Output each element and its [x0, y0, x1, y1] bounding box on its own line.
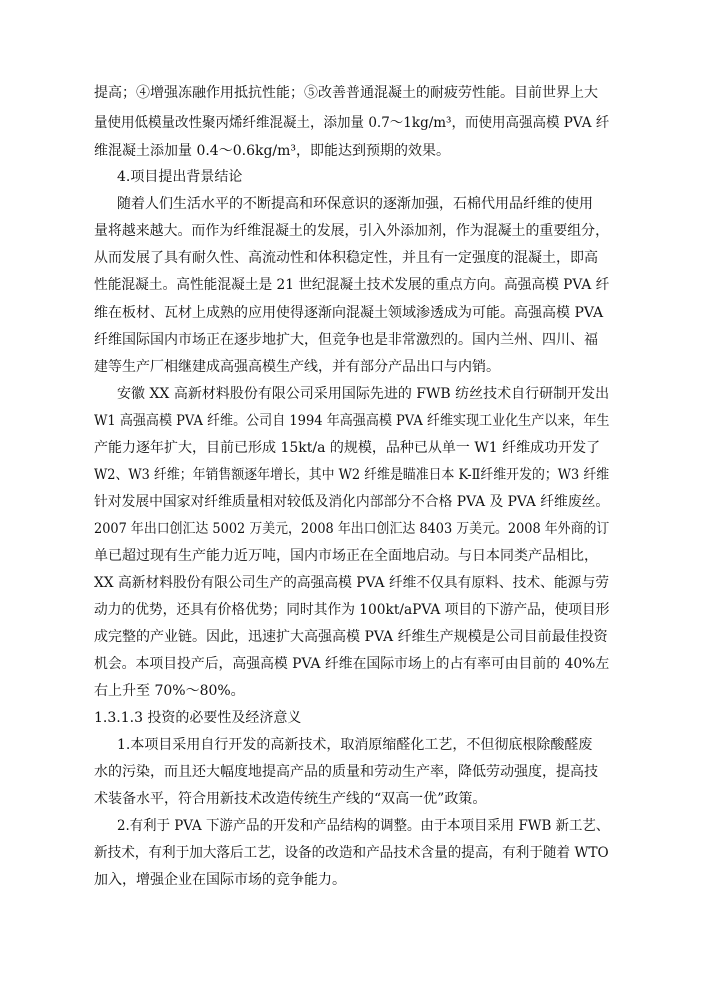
paragraph-line: W2、W3 纤维；年销售额逐年增长，其中 W2 纤维是瞄准日本 K-Ⅱ纤维开发的；W3 纤维: [94, 467, 610, 483]
paragraph-line: XX 高新材料股份有限公司生产的高强高模 PVA 纤维不仅具有原料、技术、能源与劳: [94, 575, 609, 591]
paragraph-line: 产能力逐年扩大，目前已形成 15kt/a 的规模，品种已从单一 W1 纤维成功开发了: [94, 440, 601, 456]
paragraph-line: 安徽 XX 高新材料股份有限公司采用国际先进的 FWB 纺丝技术自行研制开发出: [117, 386, 610, 402]
paragraph-line: 术装备水平，符合用新技术改造传统生产线的“双高一优”政策。: [94, 791, 487, 807]
paragraph-line: 2007 年出口创汇达 5002 万美元，2008 年出口创汇达 8403 万美元。2008 年外商的订: [94, 521, 610, 537]
paragraph-line: 提高；④增强冻融作用抵抗性能；⑤改善普通混凝土的耐疲劳性能。目前世界上大: [94, 85, 598, 101]
paragraph-line: 水的污染，而且还大幅度地提高产品的质量和劳动生产率，降低劳动强度，提高技: [94, 764, 598, 780]
paragraph-line: 纤维国际国内市场正在逐步地扩大，但竞争也是非常激烈的。国内兰州、四川、福: [94, 332, 598, 348]
paragraph-line: 性能混凝土。高性能混凝土是 21 世纪混凝土技术发展的重点方向。高强高模 PVA 纤: [94, 277, 610, 293]
paragraph-line: 加入，增强企业在国际市场的竞争能力。: [94, 872, 346, 888]
paragraph-line: 右上升至 70%～80%。: [94, 683, 245, 699]
paragraph-line: 新技术，有利于加大落后工艺，设备的改造和产品技术含量的提高，有利于随着 WTO: [94, 845, 609, 861]
section-heading: 1.3.1.3 投资的必要性及经济意义: [94, 710, 302, 726]
paragraph-line: 量使用低模量改性聚丙烯纤维混凝土，添加量 0.7～1kg/m³，而使用高强高模 PVA 纤: [94, 115, 610, 131]
paragraph-line: 维在板材、瓦材上成熟的应用使得逐渐向混凝土领域渗透成为可能。高强高模 PVA: [94, 305, 604, 321]
section-subheading: 4.项目提出背景结论: [117, 169, 243, 185]
paragraph-line: W1 高强高模 PVA 纤维。公司自 1994 年高强高模 PVA 纤维实现工业化生产以来，年生: [94, 413, 610, 429]
paragraph-line: 针对发展中国家对纤维质量相对较低及消化内部部分不合格 PVA 及 PVA 纤维废丝。: [94, 494, 610, 510]
paragraph-line: 量将越来越大。而作为纤维混凝土的发展，引入外添加剂，作为混凝土的重要组分，: [94, 223, 609, 239]
paragraph-line: 动力的优势，还具有价格优势；同时其作为 100kt/aPVA 项目的下游产品，使项目形: [94, 602, 610, 618]
paragraph-line: 单已超过现有生产能力近万吨，国内市场正在全面地启动。与日本同类产品相比，: [94, 548, 598, 564]
paragraph-line: 2.有利于 PVA 下游产品的开发和产品结构的调整。由于本项目采用 FWB 新工艺、: [117, 818, 610, 834]
paragraph-line: 随着人们生活水平的不断提高和环保意识的逐渐加强，石棉代用品纤维的使用: [117, 196, 593, 212]
paragraph-line: 成完整的产业链。因此，迅速扩大高强高模 PVA 纤维生产规模是公司目前最佳投资: [94, 629, 608, 645]
paragraph-line: 1.本项目采用自行开发的高新技术，取消原缩醛化工艺，不但彻底根除酸醛废: [117, 737, 593, 753]
paragraph-line: 从而发展了具有耐久性、高流动性和体积稳定性，并且有一定强度的混凝土，即高: [94, 250, 598, 266]
paragraph-line: 机会。本项目投产后，高强高模 PVA 纤维在国际市场上的占有率可由目前的 40%左: [94, 656, 610, 672]
paragraph-line: 维混凝土添加量 0.4～0.6kg/m³，即能达到预期的效果。: [94, 143, 451, 159]
paragraph-line: 建等生产厂相继建成高强高模生产线，并有部分产品出口与内销。: [94, 359, 500, 375]
